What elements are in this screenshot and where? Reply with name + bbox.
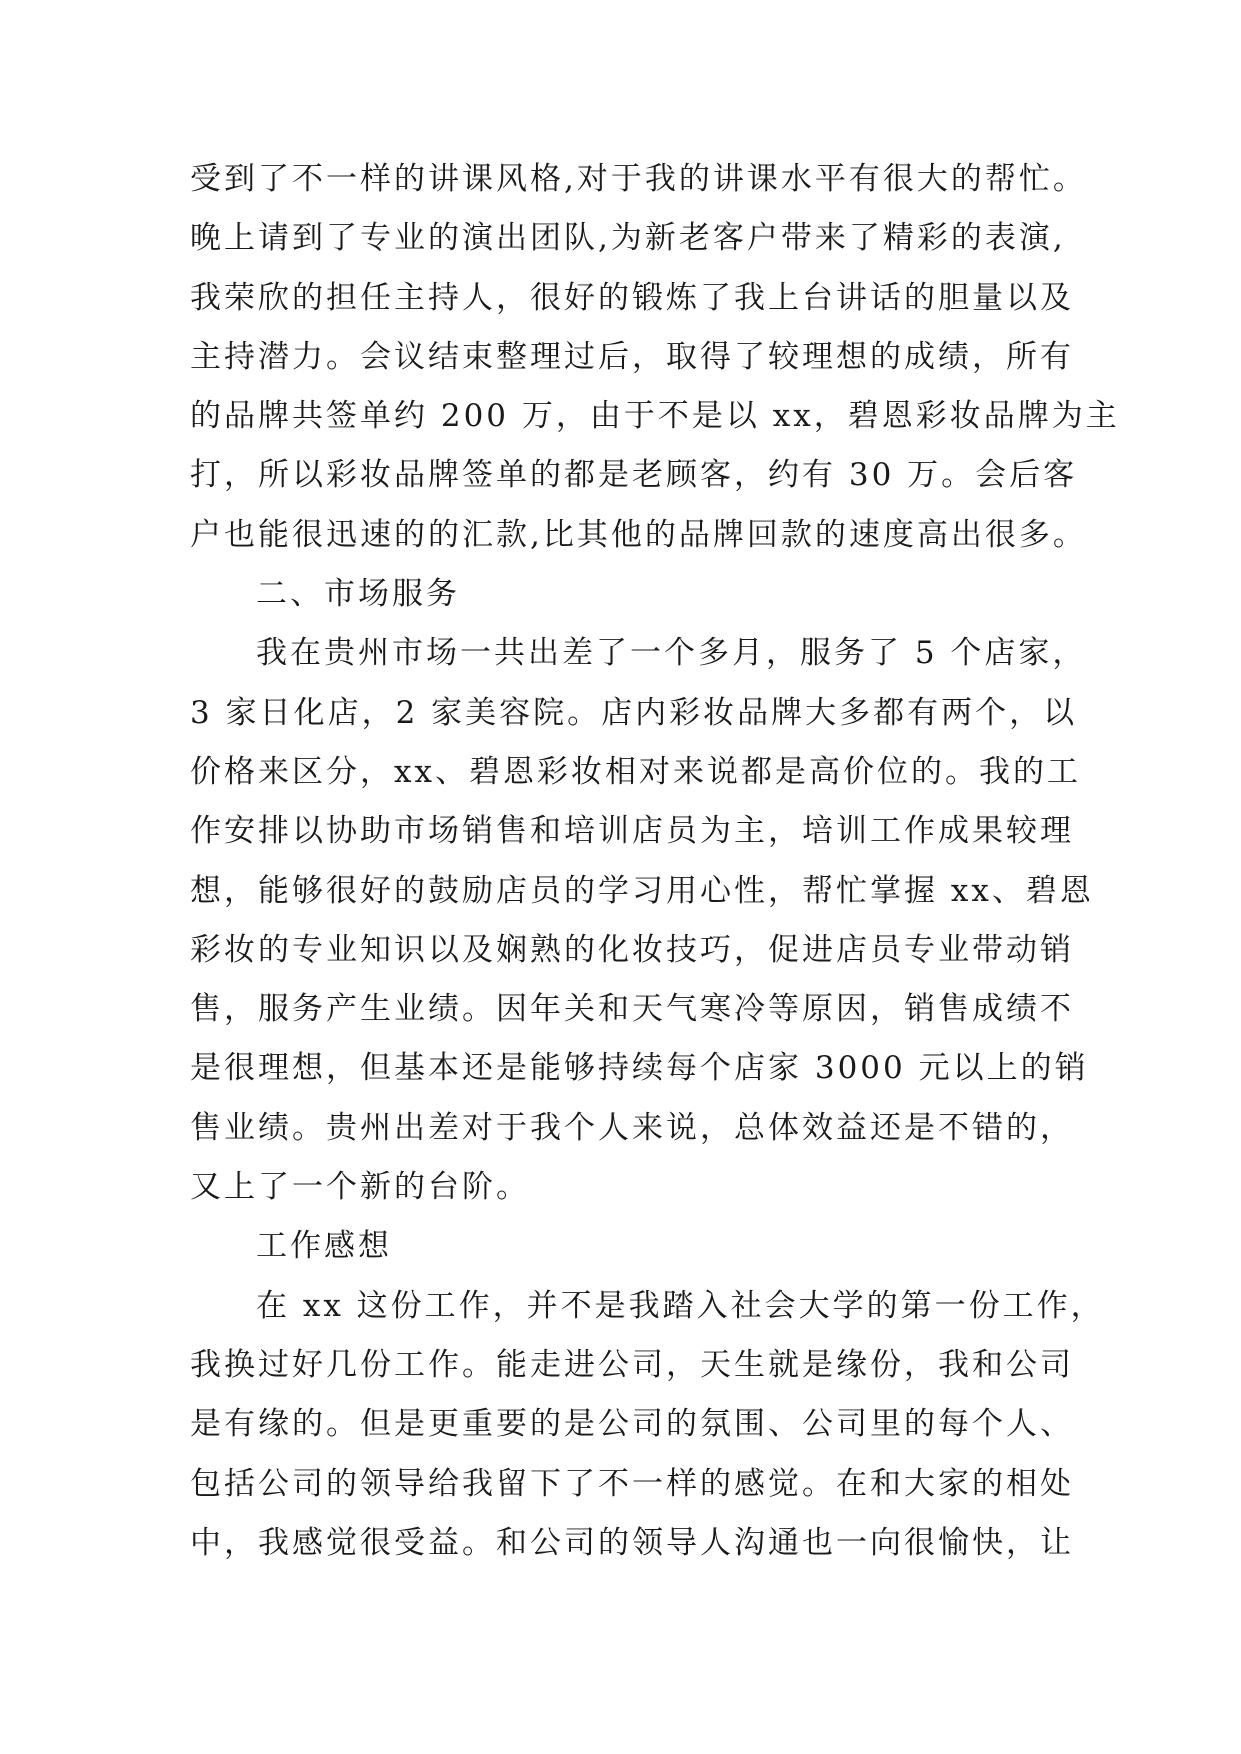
text-line: 是有缘的。但是更重要的是公司的氛围、公司里的每个人、: [190, 1406, 1074, 1443]
text-line: 包括公司的领导给我留下了不一样的感觉。在和大家的相处: [190, 1465, 1074, 1502]
text-line: 我换过好几份工作。能走进公司，天生就是缘份，我和公司: [190, 1346, 1074, 1383]
text-line: 主持潜力。会议结束整理过后，取得了较理想的成绩，所有: [190, 338, 1074, 375]
paragraph-first-line: 工作感想: [256, 1228, 392, 1265]
text-line: 的品牌共签单约 200 万，由于不是以 xx，碧恩彩妆品牌为主: [190, 398, 1120, 435]
text-line: 3 家日化店，2 家美容院。店内彩妆品牌大多都有两个，以: [190, 694, 1078, 731]
text-line: 作安排以协助市场销售和培训店员为主，培训工作成果较理: [190, 813, 1074, 850]
paragraph-first-line: 我在贵州市场一共出差了一个多月，服务了 5 个店家，: [256, 635, 1087, 672]
text-line: 又上了一个新的台阶。: [190, 1169, 530, 1206]
text-line: 售业绩。贵州出差对于我个人来说，总体效益还是不错的，: [190, 1109, 1074, 1146]
paragraph-first-line: 在 xx 这份工作，并不是我踏入社会大学的第一份工作，: [256, 1287, 1105, 1324]
text-line: 价格来区分，xx、碧恩彩妆相对来说都是高价位的。我的工: [190, 753, 1081, 790]
text-line: 受到了不一样的讲课风格,对于我的讲课水平有很大的帮忙。: [190, 161, 1087, 197]
text-line: 中，我感觉很受益。和公司的领导人沟通也一向很愉快，让: [190, 1524, 1074, 1561]
text-line: 彩妆的专业知识以及娴熟的化妆技巧，促进店员专业带动销: [190, 931, 1074, 968]
text-line: 是很理想，但基本还是能够持续每个店家 3000 元以上的销: [190, 1050, 1089, 1087]
paragraph-first-line: 二、市场服务: [256, 576, 460, 613]
text-line: 户也能很迅速的的汇款,比其他的品牌回款的速度高出很多。: [190, 516, 1087, 553]
text-line: 晚上请到了专业的演出团队,为新老客户带来了精彩的表演,: [190, 220, 1066, 257]
document-body: [190, 150, 1120, 1573]
text-line: 售，服务产生业绩。因年关和天气寒冷等原因，销售成绩不: [190, 991, 1074, 1028]
text-line: 想，能够很好的鼓励店员的学习用心性，帮忙掌握 xx、碧恩: [190, 872, 1094, 909]
text-line: 我荣欣的担任主持人，很好的锻炼了我上台讲话的胆量以及: [190, 279, 1074, 316]
text-line: 打，所以彩妆品牌签单的都是老顾客，约有 30 万。会后客: [190, 457, 1078, 494]
